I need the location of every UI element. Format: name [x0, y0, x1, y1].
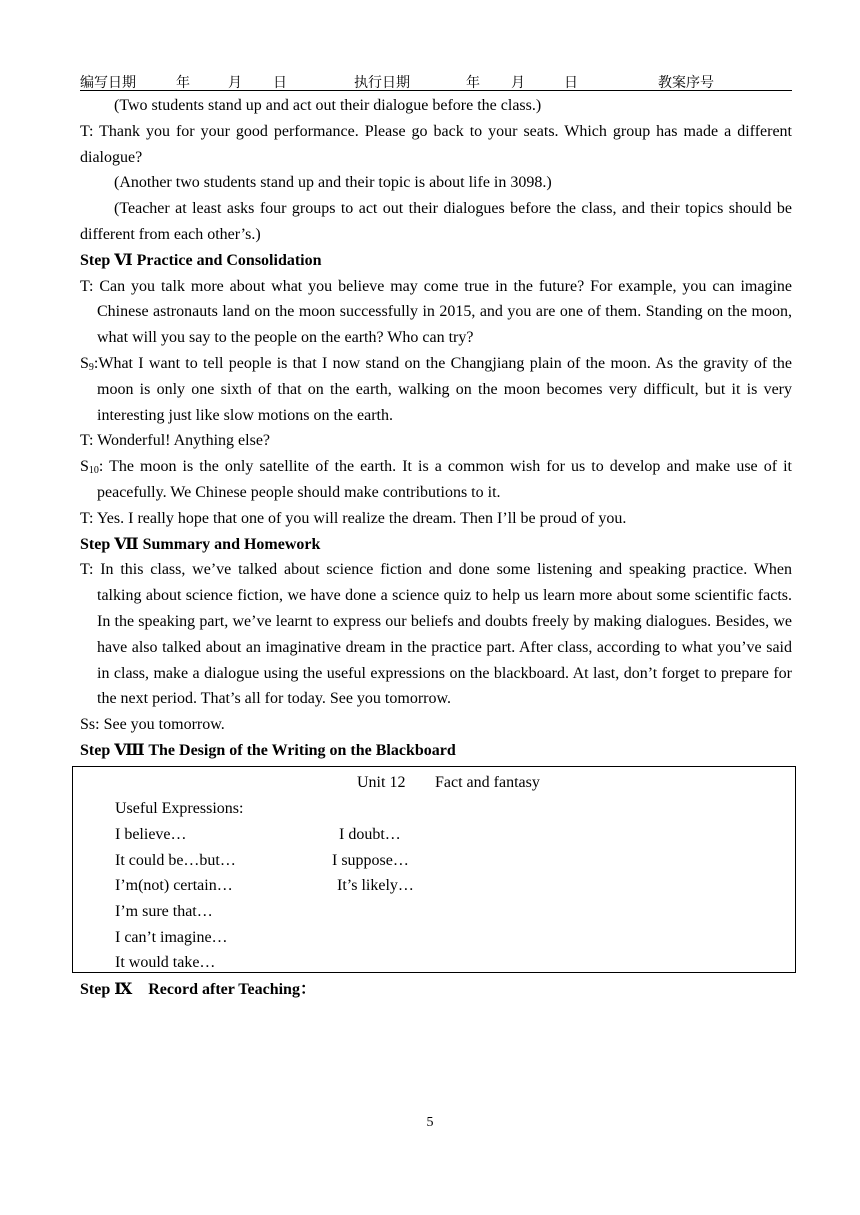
- paragraph: T: Thank you for your good performance. Please go back to your seats. Which group has made a different dialogue?: [80, 122, 792, 166]
- plan-number-label: 教案序号: [658, 76, 714, 91]
- paragraph: Ss: See you tomorrow.: [80, 716, 225, 734]
- exec-date-label: 执行日期: [354, 76, 410, 91]
- step9-number: Step Ⅸ: [80, 980, 133, 998]
- board-useful-title: Useful Expressions:: [115, 799, 244, 817]
- board-expression-left: It could be…but…: [115, 851, 236, 869]
- student-line: [80, 351, 792, 428]
- board-expression-right: I doubt…: [339, 825, 401, 843]
- speaker-label: S: [80, 458, 89, 476]
- blackboard-design-box: [72, 766, 796, 973]
- paragraph: (Teacher at least asks four groups to act out their dialogues before the class, and their topics should be different from each other’s.): [80, 200, 792, 243]
- exec-day-label: 日: [564, 76, 578, 91]
- board-topic: Fact and fantasy: [435, 773, 540, 791]
- step-heading: Step Ⅷ The Design of the Writing on the Blackboard: [80, 741, 456, 759]
- board-expression-right: It’s likely…: [337, 876, 414, 894]
- step9-title: Record after Teaching：: [148, 980, 316, 998]
- board-expression-left: It would take…: [115, 953, 216, 971]
- exec-month-label: 月: [511, 76, 525, 91]
- compose-date-label: 编写日期: [80, 76, 136, 91]
- student-line: [80, 454, 792, 506]
- paragraph: T: Can you talk more about what you believe may come true in the future? For example, you can imagine Chinese astronauts land on the moon successfully in 2015, and you are one of them. Standing on the moon, what will you say to the people on the earth? Who can try?: [80, 277, 792, 347]
- board-expression-left: I believe…: [115, 825, 187, 843]
- step-heading: [80, 977, 792, 1003]
- board-unit: Unit 12: [357, 773, 406, 791]
- speaker-number: 10: [88, 465, 99, 477]
- page-number: 5: [426, 1115, 434, 1130]
- compose-year-label: 年: [176, 76, 190, 91]
- paragraph: T: Wonderful! Anything else?: [80, 432, 271, 450]
- speaker-number: 9: [88, 361, 94, 373]
- speaker-label: S: [80, 354, 89, 372]
- exec-year-label: 年: [466, 76, 480, 91]
- board-expression-left: I can’t imagine…: [115, 928, 228, 946]
- page-header: [80, 70, 792, 91]
- student-text: :What I want to tell people is that I now stand on the Changjiang plain of the moon. As the gravity of the moon is only one sixth of that on the earth, walking on the moon becomes very difficult, but it is very interesting just like slow motions on the earth.: [93, 354, 792, 424]
- paragraph: T: In this class, we’ve talked about science fiction and done some listening and speaking practice. When talking about science fiction, we have done a science quiz to help us learn more about some scientific facts. In the speaking part, we’ve learnt to express our beliefs and doubts freely by making dialogues. Besides, we have also talked about an imaginative dream in the practice part. After class, according to what you’ve said in class, make a dialogue using the useful expressions on the blackboard. At last, don’t forget to prepare for the next period. That’s all for today. See you tomorrow.: [80, 561, 792, 708]
- step-heading: Step Ⅶ Summary and Homework: [80, 535, 321, 553]
- lesson-content: [80, 93, 792, 1003]
- paragraph: (Another two students stand up and their topic is about life in 3098.): [114, 174, 552, 192]
- student-text: : The moon is the only satellite of the earth. It is a common wish for us to develop and make use of it peacefully. We Chinese people should make contributions to it.: [97, 458, 792, 501]
- paragraph: T: Yes. I really hope that one of you will realize the dream. Then I’ll be proud of you.: [80, 509, 627, 527]
- board-expression-left: I’m sure that…: [115, 902, 213, 920]
- paragraph: (Two students stand up and act out their dialogue before the class.): [114, 97, 542, 114]
- compose-month-label: 月: [228, 76, 242, 91]
- board-expression-right: I suppose…: [332, 851, 409, 869]
- compose-day-label: 日: [273, 76, 287, 91]
- step-heading: Step Ⅵ Practice and Consolidation: [80, 251, 322, 269]
- board-expression-left: I’m(not) certain…: [115, 876, 233, 894]
